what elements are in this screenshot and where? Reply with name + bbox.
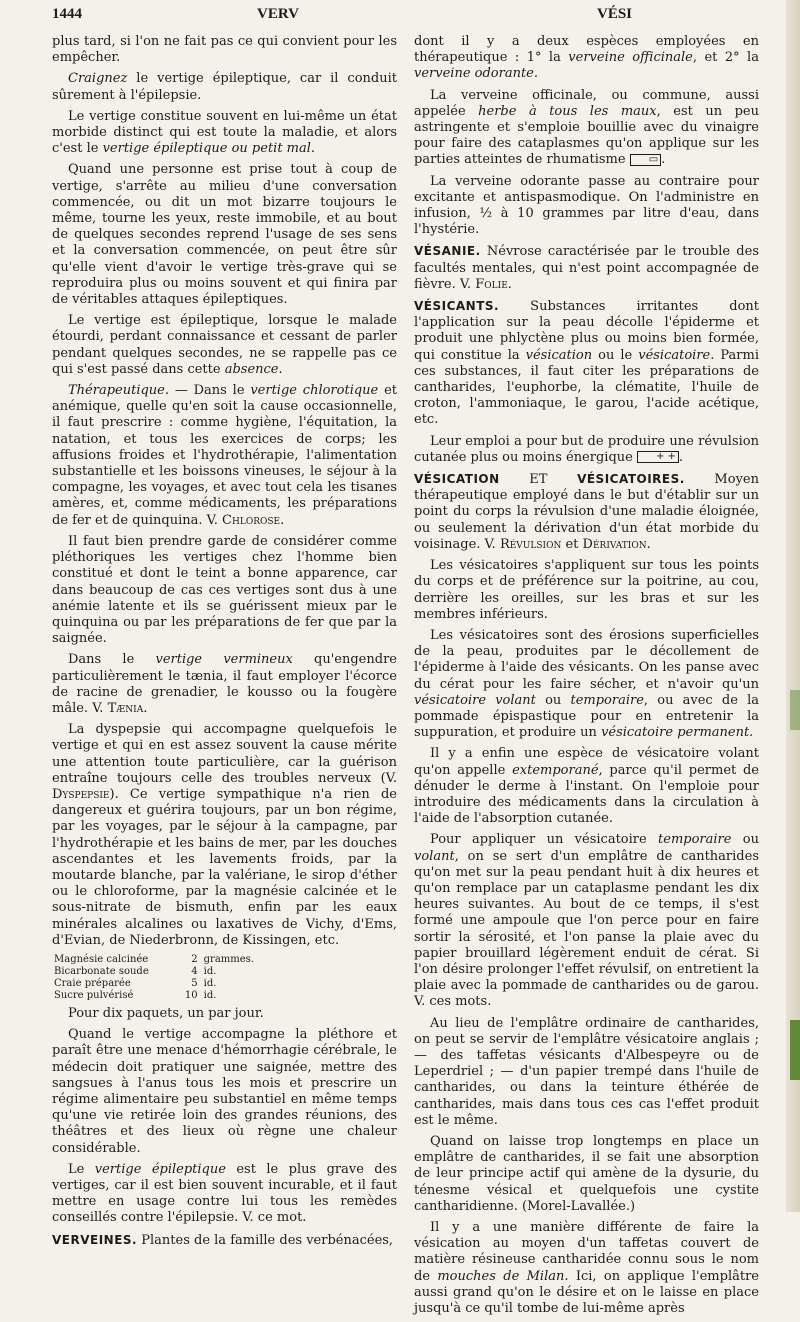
page-number: 1444 (52, 6, 82, 22)
left-running-head: VERV (257, 6, 299, 22)
paragraph: Pour dix paquets, un par jour. (68, 1005, 264, 1021)
paragraph: Quand on laisse trop longtemps en place un emplâtre de cantharides, il se fait une absorption de leur principe actif qui amène de la dysurie, du ténesme vésical et quelquefois une cystite cantharidienne. (Morel-Lavallée.) (414, 1134, 759, 1214)
recipe-row: Craie préparée 5 id. (54, 977, 217, 989)
paragraph: Craignez le vertige épileptique, car il conduit sûrement à l'épilepsie. (52, 71, 397, 103)
paragraph: Il faut bien prendre garde de considérer comme pléthoriques les vertiges chez l'homme bien constitué et dont le teint a bonne apparence, car dans beaucoup de cas ces vertiges sont dus à une anémie latente et ils se guérissent mieux par le quinquina ou par les préparations de fer que par la saignée. (52, 533, 397, 647)
paragraph: Thérapeutique. — Dans le vertige chlorotique et anémique, quelle qu'en soit la cause occasionnelle, il faut prescrire : comme hygiène, l'équitation, la natation, et tous les exercices de corps; les affusions froides et l'hydrothérapie, l'alimentation substantielle et les boissons vineuses, le séjour à la compagne, les voyages, et avec tout cela les tisanes amères, et, comme médicaments, les préparations de fer et de quinquina. V. Chlorose. (52, 383, 397, 528)
paragraph: Il y a enfin une espèce de vésicatoire volant qu'on appelle extemporané, parce qu'il permet de dénuder le derme à l'instant. On l'emploie pour introduire des médicaments dans la circulation à l'aide de l'absorption cutanée. (414, 746, 760, 827)
headword: VÉSICATOIRES. (577, 472, 685, 487)
paragraph: plus tard, si l'on ne fait pas ce qui convient pour les empêcher. (52, 34, 397, 66)
paragraph: Les vésicatoires sont des érosions superficielles de la peau, produites par le décollement de l'épiderme à l'aide des vésicants. On les panse avec du cérat pour les faire sécher, et n'avoir qu'un vésicatoire volant ou temporaire, ou avec de la pommade épispastique pour en entretenir la suppuration, et produire un vésicatoire permanent. (414, 627, 760, 741)
paragraph: La verveine odorante passe au contraire pour excitante et antispasmodique. On l'administre en infusion, ½ à 10 grammes par litre d'eau, dans l'hystérie. (414, 173, 759, 238)
paragraph: Au lieu de l'emplâtre ordinaire de cantharides, on peut se servir de l'emplâtre vésicatoire anglais ; — des taffetas vésicants d'Albespeyre ou de Leperdriel ; — d'un papier trempé dans l'huile de cantharides, ou dans la teinture éthérée de cantharides, mais dans tous ces cas l'effet produit est le même. (414, 1015, 759, 1128)
headword: VÉSICANTS. (414, 299, 500, 314)
right-running-head: VÉSI (597, 6, 633, 22)
left-column (52, 34, 397, 1254)
paragraph: La dyspepsie qui accompagne quelquefois le vertige et qui en est assez souvent la cause mérite une attention toute particulière, car la guérison entraîne toujours celle des troubles nerveux (V. Dyspepsie). Ce vertige sympathique n'a rien de dangereux et guérira toujours, par un bon régime, par les voyages, par le séjour à la campagne, par l'hydrothérapie et les bains de mer, par les douches ascendantes et les lavements froids, par la moutarde blanche, par la valériane, le sirop d'éther ou le chloroforme, par la magnésie calcinée et le sous-nitrate de bismuth, enfin par les eaux minérales alcalines ou laxatives de Vichy, d'Ems, d'Evian, de Niederbronn, de Kissingen, etc. (52, 722, 397, 948)
paragraph: Quand une personne est prise tout à coup de vertige, s'arrête au milieu d'une conversation commencée, ou dit un mot bizarre toujours le même, tourne les yeux, reste immobile, et au bout de quelques secondes reprend l'usage de ses sens et la conversation commencée, on peut être sûr qu'elle vient d'avoir le vertige très-grave qui se reproduira plus ou moins souvent et qui finira par de véritables attaques épileptiques. (52, 162, 397, 308)
paragraph: Les vésicatoires s'appliquent sur tous les points du corps et de préférence sur la poitrine, au cou, derrière les oreilles, sur les bras et sur les membres inférieurs. (414, 558, 759, 622)
revulsion-reference-icon: + + (637, 451, 679, 463)
recipe-row: Sucre pulvérisé 10 id. (54, 989, 217, 1001)
entry-vesication: VÉSICATION ET VÉSICATOIRES. Moyen thérapeutique employé dans le but d'établir sur un point du corps la révulsion d'une maladie éloignée, ou seulement la dérivation d'un état morbide du voisinage. V. Révulsion et Dérivation. (414, 472, 759, 552)
paragraph: Leur emploi a pour but de produire une révulsion cutanée plus ou moins énergique + + . (414, 433, 759, 465)
paragraph: dont il y a deux espèces employées en thérapeutique : 1° la verveine officinale, et 2° la verveine odorante. (414, 34, 759, 82)
paragraph: Le vertige est épileptique, lorsque le malade étourdi, perdant connaissance et cessant de parler pendant quelques secondes, ne se rappelle pas ce qui s'est passé dans cette absence. (52, 313, 397, 377)
rheumatism-reference-icon: ▭ (630, 154, 661, 166)
headword: VÉSANIE. (414, 244, 481, 259)
paragraph: Quand le vertige accompagne la pléthore et paraît être une menace d'hémorrhagie cérébrale, le médecin doit pratiquer une saignée, mettre des sangsues à l'anus tous les mois et prescrire un régime alimentaire peu substantiel en même temps qu'une vie retirée loin des grandes réunions, des théâtres et des lieux où règne une chaleur considérable. (52, 1027, 397, 1156)
recipe-table (54, 954, 254, 1002)
paragraph: Dans le vertige vermineux qu'engendre particulièrement le tænia, il faut employer l'écorce de racine de grenadier, le kousso ou la fougère mâle. V. Tænia. (52, 652, 397, 716)
entry-vesicants: VÉSICANTS. Substances irritantes dont l'application sur la peau décolle l'épiderme et produit une phlyctène plus ou moins bien formée, qui constitue la vésication ou le vésicatoire. Parmi ces substances, il faut citer les préparations de cantharides, l'euphorbe, la clématite, l'huile de croton, l'ammoniaque, le garou, l'acide acétique, etc. (414, 299, 760, 428)
running-head (52, 6, 782, 32)
paragraph: La verveine officinale, ou commune, aussi appelée herbe à tous les maux, est un peu astringente et s'emploie bouillie avec du vinaigre pour faire des cataplasmes qu'on applique sur les parties atteintes de rhumatisme ▭ . (414, 87, 759, 168)
paragraph: Le vertige constitue souvent en lui-même un état morbide distinct qui est toute la maladie, et alors c'est le vertige épileptique ou petit mal. (52, 108, 397, 157)
book-edge (786, 0, 800, 1212)
paragraph: Le vertige épileptique est le plus grave des vertiges, car il est bien souvent incurable, et il faut mettre en usage contre lui tous les remèdes conseillés contre l'épilepsie. V. ce mot. (52, 1161, 397, 1226)
recipe-row: Bicarbonate soude 4 id. (54, 965, 217, 977)
paragraph: Il y a une manière différente de faire la vésication au moyen d'un taffetas couvert de matière résineuse cantharidée connu sous le nom de mouches de Milan. Ici, on applique l'emplâtre aussi grand qu'on le désire et on le laisse en place jusqu'à ce qu'il tombe de lui-même après (414, 1220, 759, 1317)
paragraph: Pour appliquer un vésicatoire temporaire ou volant, on se sert d'un emplâtre de cantharides qu'on met sur la peau pendant huit à dix heures et qu'on remplace par un cataplasme pendant les dix heures suivantes. Au bout de ce temps, il s'est formé une ampoule que l'on perce pour en faire sortir la sérosité, et l'on panse la plaie avec du papier brouillard légèrement enduit de cérat. Si l'on désire prolonger l'effet révulsif, on entretient la plaie avec la pommade de cantharides ou de garou. V. ces mots. (414, 832, 759, 1010)
headword: VÉSICATION (414, 472, 500, 487)
entry-verveines: VERVEINES. Plantes de la famille des verbénacées, (52, 1232, 394, 1248)
entry-vesanie: VÉSANIE. Névrose caractérisée par le trouble des facultés mentales, qui n'est point accompagnée de fièvre. V. Folie. (414, 244, 759, 292)
recipe-row: Magnésie calcinée 2 grammes. (54, 953, 254, 965)
right-column (414, 34, 759, 1322)
headword: VERVEINES. (52, 1232, 138, 1247)
